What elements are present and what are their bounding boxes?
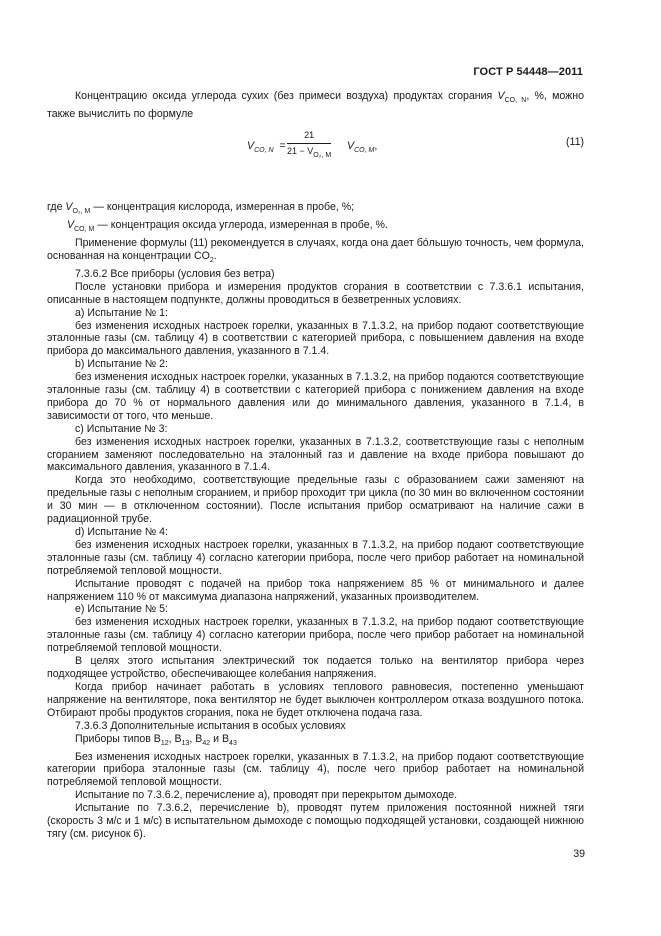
paragraph: Испытание по 7.3.6.2, перечисление b), проводят путем приложения постоянной нижней тяги (скорость 3 м/с и 1 м/с) в испытательном дымоходе с помощью подходящей установки, создающей нижнюю тягу (см. рисунок 6). xyxy=(47,802,584,840)
formula-lhs: $V_{CO, N}$ = xyxy=(247,139,286,155)
test-c-text: без изменения исходных настроек горелки, указанных в 7.1.3.2, соответствующие газы с неполным сгоранием заменяют последовательно на эталонный газ и давление на входе прибора повышают до максимального давления, указанного в 7.1.4. xyxy=(47,435,584,474)
paragraph: Без изменения исходных настроек горелки, указанных в 7.1.3.2, на прибор подают соответствующие категории прибора эталонные газы (см. таблицу 4), после чего прибор работает на номинальной потребляемой тепловой мощности. xyxy=(47,750,584,789)
section-7-3-6-3: 7.3.6.3 Дополнительные испытания в особых условиях xyxy=(75,719,346,732)
appliance-types: Приборы типов $B_{12}$, $B_{13}$, $B_{42}$ и $B_{43}$ xyxy=(75,732,237,747)
paragraph: Применение формулы (11) рекомендуется в случаях, когда она дает бóльшую точность, чем формула, основанная на концентрации $CO_2$. xyxy=(47,236,584,264)
test-e-text-3: Когда прибор начинает работать в условиях теплового равновесия, постепенно уменьшают напряжение на вентиляторе, пока вентилятор не будет выключен контроллером отказа воздушного потока. Отбирают пробы продуктов сгорания, пока не будет отключена подача газа. xyxy=(47,680,584,719)
page-body xyxy=(47,90,584,841)
paragraph: После установки прибора и измерения продуктов сгорания в соответствии с 7.3.6.1 испытания, описанные в настоящем подпункте, должны проводиться в безветренных условиях. xyxy=(47,280,584,306)
test-b-heading: b) Испытание № 2: xyxy=(75,358,168,371)
test-b-text: без изменения исходных настроек горелки, указанных в 7.1.3.2, на прибор подаются соответствующие эталонные газы (см. таблицу 4) в соответствии с категорией прибора с понижением давления на входе прибора до 70 % от нормального давления или до минимального давления, указанного в 7.1.4, в зависимости от того, что меньше. xyxy=(47,371,584,422)
formula-rhs: $V_{CO, M}$, xyxy=(347,139,378,155)
intro-paragraph: Концентрацию оксида углерода сухих (без примеси воздуха) продуктах сгорания $V_{CO, N}$, %, можно также вычислить по формуле xyxy=(47,90,585,121)
test-d-text: без изменения исходных настроек горелки, указанных в 7.1.3.2, на прибор подают соответствующие эталонные газы (см. таблицу 4) согласно категории прибора, после чего прибор работает на номинальной потребляемой тепловой мощности. xyxy=(47,538,584,577)
test-e-heading: e) Испытание № 5: xyxy=(75,603,168,616)
where-line-1: где $V_{O_2, M}$ — концентрация кислорода, измеренная в пробе, %; xyxy=(47,200,355,216)
formula-number: (11) xyxy=(565,135,584,148)
test-c-heading: c) Испытание № 3: xyxy=(75,422,168,435)
where-line-2: $V_{CO, M}$ — концентрация оксида углерода, измеренная в пробе, %. xyxy=(67,218,388,234)
page-number: 39 xyxy=(573,848,585,860)
standard-header: ГОСТ Р 54448—2011 xyxy=(473,66,583,78)
test-d-heading: d) Испытание № 4: xyxy=(75,526,168,538)
test-d-text-2: Испытание проводят с подачей на прибор тока напряжением 85 % от минимального и далее напряжением 110 % от максимума диапазона напряжений, указанных производителем. xyxy=(47,577,584,603)
test-e-text: без изменения исходных настроек горелки, указанных в 7.1.3.2, на прибор подают соответствующие эталонные газы (см. таблицу 4) согласно категории прибора, после чего прибор работает на номинальной потребляемой тепловой мощности. xyxy=(47,616,584,655)
test-a-text: без изменения исходных настроек горелки, указанных в 7.1.3.2, на прибор подают соответствующие эталонные газы (см. таблицу 4) в соответствии с категорией прибора, с повышением давления на входе прибора до максимального давления, указанного в 7.1.4. xyxy=(47,319,584,358)
test-e-text-2: В целях этого испытания электрический ток подается только на вентилятор прибора через подходящее устройство, обеспечивающее колебания напряжения. xyxy=(47,655,584,680)
formula-11 xyxy=(47,127,584,181)
section-7-3-6-2: 7.3.6.2 Все приборы (условия без ветра) xyxy=(75,267,275,280)
test-a-heading: a) Испытание № 1: xyxy=(75,306,168,319)
test-c-text-2: Когда это необходимо, соответствующие предельные газы с образованием сажи заменяют на предельные газы с неполным сгоранием, и прибор проходит три цикла (по 30 мин во включенном состоянии и 30 мин — в отключенном состоянии). После испытания прибор осматривают на наличие сажи в радиационной трубе. xyxy=(47,474,584,526)
formula-fraction: $\frac{21}{21 - V_{O_2, M}}$ xyxy=(287,129,332,159)
paragraph: Испытание по 7.3.6.2, перечисление a), проводят при перекрытом дымоходе. xyxy=(75,789,458,802)
